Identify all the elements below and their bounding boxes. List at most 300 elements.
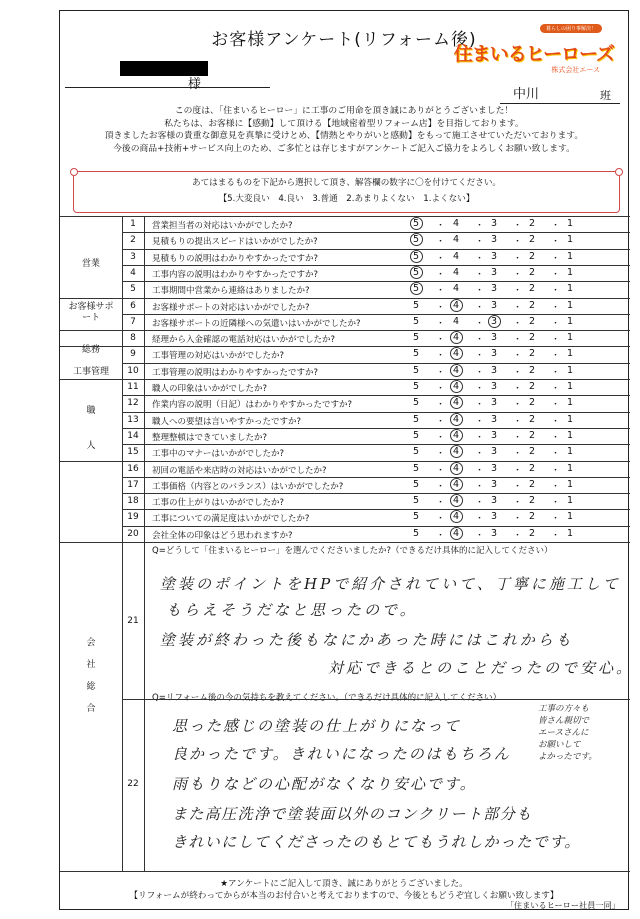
rating-option[interactable]: 2: [529, 332, 536, 344]
rating-option[interactable]: 1: [567, 446, 574, 458]
rating-separator: ・: [475, 465, 485, 476]
table-row-border: [122, 444, 630, 445]
table-row-border: [122, 265, 630, 266]
handwritten-answer-line: 塗装のポイントをHPで紹介されていて、丁寧に施工して: [160, 575, 621, 593]
rating-separator: ・: [436, 465, 446, 476]
rating-separator: ・: [436, 302, 446, 313]
category-company-1: 会: [86, 638, 96, 648]
rating-separator: ・: [513, 384, 523, 394]
rating-option[interactable]: 2: [529, 299, 536, 311]
question-text: 見積もりの説明はわかりやすかったですか?: [152, 253, 319, 264]
rating-separator: ・: [513, 221, 523, 231]
rating-option[interactable]: 3: [491, 250, 498, 262]
question-number: 9: [130, 349, 136, 360]
rating-option[interactable]: 5: [413, 511, 420, 523]
question-text: 作業内容の説明（日記）はわかりやすかったですか?: [152, 400, 353, 411]
rating-separator: ・: [436, 498, 446, 509]
rating-option[interactable]: 3: [491, 315, 498, 327]
question-number: 16: [127, 463, 139, 474]
rating-option[interactable]: 4: [453, 527, 460, 539]
rating-option[interactable]: 3: [491, 511, 498, 523]
question-number: 4: [130, 267, 136, 278]
rating-separator: ・: [513, 335, 523, 346]
rating-option[interactable]: 2: [529, 527, 536, 539]
rating-option[interactable]: 2: [529, 397, 536, 409]
rating-option[interactable]: 3: [491, 299, 498, 311]
table-row-border: [60, 379, 630, 380]
question-text: 工事管理の対応はいかがでしたか?: [152, 351, 285, 362]
question-number: 17: [127, 479, 139, 490]
rating-option[interactable]: 2: [529, 250, 536, 262]
rating-separator: ・: [436, 318, 446, 329]
selected-rating-circle: [450, 347, 463, 360]
rating-separator: ・: [551, 318, 561, 329]
side-note-line: よかったです。: [538, 752, 597, 762]
selected-rating-circle: [410, 266, 423, 279]
selected-rating-circle: [450, 364, 463, 377]
question-number: 2: [130, 235, 136, 246]
table-row-border: [122, 699, 630, 700]
question-text: 営業担当者の対応はいかがでしたか?: [152, 221, 293, 231]
rating-option[interactable]: 2: [529, 446, 536, 458]
rating-option[interactable]: 3: [491, 446, 498, 458]
rating-separator: ・: [513, 514, 523, 525]
question-number: 7: [130, 316, 136, 327]
question-number: 10: [127, 365, 139, 376]
side-note-line: 皆さん親切で: [538, 716, 590, 726]
category-admin: 総務: [81, 345, 100, 355]
rating-option[interactable]: 4: [453, 429, 460, 441]
table-column-border: [122, 216, 123, 871]
rating-separator: ・: [513, 237, 523, 248]
rating-separator: ・: [436, 400, 446, 411]
survey-sheet: [59, 10, 635, 910]
rating-separator: ・: [513, 530, 523, 541]
question-text: 会社全体の印象はどう思われますか?: [152, 530, 293, 541]
rating-separator: ・: [551, 302, 561, 313]
rating-option[interactable]: 5: [413, 218, 420, 229]
table-row-border: [60, 298, 630, 299]
rating-option[interactable]: 3: [491, 348, 498, 360]
rating-option[interactable]: 5: [413, 478, 420, 490]
rating-option[interactable]: 1: [567, 364, 574, 376]
rating-option[interactable]: 5: [413, 495, 420, 507]
rating-option[interactable]: 3: [491, 527, 498, 539]
rating-option[interactable]: 4: [453, 381, 460, 392]
rating-option[interactable]: 3: [491, 397, 498, 409]
rating-option[interactable]: 1: [567, 495, 574, 507]
rating-option[interactable]: 2: [529, 266, 536, 278]
selected-rating-circle: [410, 250, 423, 263]
rating-option[interactable]: 2: [529, 348, 536, 360]
side-note-line: エースさんに: [538, 728, 589, 738]
question-number: 13: [127, 414, 139, 425]
rating-separator: ・: [551, 400, 561, 411]
category-sales: 営業: [81, 259, 100, 269]
rating-option[interactable]: 1: [567, 299, 574, 311]
rating-separator: ・: [475, 400, 485, 411]
category-support: お客様サポート: [68, 302, 114, 323]
table-row-border: [122, 395, 630, 396]
rating-separator: ・: [475, 237, 485, 248]
intro-line: この度は、「住まいるヒーロー」に工事のご用命を頂き誠にありがとうございました！: [174, 106, 514, 116]
table-column-border: [144, 216, 145, 871]
rating-separator: ・: [551, 449, 561, 460]
rating-separator: ・: [436, 351, 446, 362]
rating-option[interactable]: 5: [413, 462, 420, 474]
table-row-border: [60, 330, 630, 331]
rating-option[interactable]: 2: [529, 495, 536, 507]
selected-rating-circle: [450, 380, 463, 393]
rating-separator: ・: [436, 416, 446, 427]
rating-option[interactable]: 1: [567, 218, 574, 229]
question-number: 6: [130, 300, 136, 311]
handwritten-answer-line: また高圧洗浄で塗装面以外のコンクリート部分も: [172, 805, 533, 823]
question-number: 20: [127, 528, 139, 539]
question-number: 11: [127, 382, 139, 392]
rating-option[interactable]: 4: [453, 250, 460, 262]
rating-option[interactable]: 3: [491, 364, 498, 376]
logo-tagline: 暮らしの困り事解決！: [540, 24, 602, 33]
handwritten-answer-line: 思った感じの塗装の仕上がりになって: [172, 717, 462, 735]
rating-option[interactable]: 5: [413, 250, 420, 262]
table-row-border: [122, 477, 630, 478]
rating-separator: ・: [436, 221, 446, 231]
handwritten-answer-line: 雨もりなどの心配がなくなり安心です。: [172, 775, 477, 793]
table-row-border: [122, 412, 630, 413]
table-row-border: [122, 314, 630, 315]
rating-separator: ・: [551, 286, 561, 297]
rating-separator: ・: [475, 530, 485, 541]
question-text: 工事についての満足度はいかがでしたか?: [152, 514, 310, 525]
rating-option[interactable]: 1: [567, 429, 574, 441]
rating-separator: ・: [475, 253, 485, 264]
rating-option[interactable]: 5: [413, 266, 420, 278]
rating-separator: ・: [475, 318, 485, 329]
table-row-border: [122, 526, 630, 527]
handwritten-side-note: [538, 703, 597, 763]
question-text: 経理から入金確認の電話対応はいかがでしたか?: [152, 335, 336, 346]
rating-option[interactable]: 1: [567, 397, 574, 409]
rating-option[interactable]: 5: [413, 283, 420, 295]
rating-option[interactable]: 2: [529, 315, 536, 327]
staff-suffix: 班: [600, 89, 611, 102]
handwritten-answer-line: 良かったです。きれいになったのはもちろん: [172, 745, 511, 763]
rating-separator: ・: [551, 384, 561, 394]
rating-separator: ・: [475, 367, 485, 378]
rating-separator: ・: [513, 302, 523, 313]
rating-option[interactable]: 5: [413, 348, 420, 360]
selected-rating-circle: [450, 527, 463, 540]
selected-rating-circle: [450, 462, 463, 475]
table-row-border: [122, 232, 630, 233]
rating-separator: ・: [475, 481, 485, 492]
footer-line: ★アンケートにご記入して頂き、誠にありがとうございました。: [220, 879, 468, 889]
rating-option[interactable]: 1: [567, 478, 574, 490]
rating-option[interactable]: 2: [529, 413, 536, 425]
rating-option[interactable]: 3: [491, 495, 498, 507]
table-row-border: [122, 493, 630, 494]
rating-separator: ・: [551, 514, 561, 525]
rating-option[interactable]: 5: [413, 413, 420, 425]
instructions-banner: [73, 171, 620, 213]
free-question-prompt: Q=リフォーム後の今の気持ちを教えてください。（できるだけ具体的に記入してください）: [152, 693, 502, 703]
rating-separator: ・: [513, 286, 523, 297]
rating-separator: ・: [475, 498, 485, 509]
rating-option[interactable]: 5: [413, 381, 420, 392]
rating-option[interactable]: 1: [567, 381, 574, 392]
rating-option[interactable]: 4: [453, 446, 460, 458]
rating-separator: ・: [475, 221, 485, 231]
rating-option[interactable]: 5: [413, 332, 420, 344]
selected-rating-circle: [450, 299, 463, 312]
rating-separator: ・: [551, 237, 561, 248]
selected-rating-circle: [410, 282, 423, 295]
rating-option[interactable]: 2: [529, 381, 536, 392]
rating-separator: ・: [551, 432, 561, 443]
footer-line: 【リフォームが終わってからが本当のお付合いと考えておりますので、今後ともどうぞ宜しくお願い致します】: [129, 890, 559, 901]
rating-separator: ・: [513, 416, 523, 427]
rating-separator: ・: [513, 269, 523, 280]
intro-text: [60, 105, 628, 155]
rating-option[interactable]: 4: [453, 364, 460, 376]
logo-company: 株式会社エース: [551, 66, 600, 74]
rating-option[interactable]: 1: [567, 234, 574, 246]
footer-text: [60, 879, 628, 902]
rating-option[interactable]: 1: [567, 527, 574, 539]
rating-option[interactable]: 1: [567, 283, 574, 295]
question-number: 3: [130, 251, 136, 262]
rating-option[interactable]: 4: [453, 478, 460, 490]
question-number: 5: [130, 284, 136, 295]
category-company-4: 合: [86, 704, 96, 714]
rating-separator: ・: [551, 530, 561, 541]
rating-option[interactable]: 2: [529, 478, 536, 490]
rating-option[interactable]: 4: [453, 511, 460, 523]
rating-separator: ・: [475, 286, 485, 297]
rating-separator: ・: [436, 286, 446, 297]
rating-legend: 【5.大変良い 4.良い 3.普通 2.あまりよくない 1.よくない】: [218, 194, 475, 204]
rating-option[interactable]: 1: [567, 511, 574, 523]
selected-rating-circle: [450, 413, 463, 426]
rating-option[interactable]: 4: [453, 234, 460, 246]
category-company-2: 社: [86, 660, 96, 670]
rating-option[interactable]: 4: [453, 397, 460, 409]
rating-separator: ・: [475, 514, 485, 525]
rating-option[interactable]: 1: [567, 462, 574, 474]
table-row-border: [60, 346, 630, 347]
intro-line: 私たちは、お客様に【感動】して頂ける【地域密着型リフォーム店】を目指しております。: [164, 118, 524, 129]
rating-separator: ・: [475, 416, 485, 427]
category-company-3: 総: [86, 682, 96, 692]
selected-rating-circle: [450, 429, 463, 442]
intro-line: 頂きましたお客様の貴重な御意見を真摯に受けとめ、【情熱とやりがいと感動】をもって施工させていただいております。: [104, 131, 584, 141]
selected-rating-circle: [450, 478, 463, 491]
rating-separator: ・: [475, 351, 485, 362]
rating-option[interactable]: 3: [491, 429, 498, 441]
rating-separator: ・: [551, 221, 561, 231]
rating-option[interactable]: 2: [529, 511, 536, 523]
table-row-border: [60, 461, 630, 462]
rating-separator: ・: [551, 269, 561, 280]
rating-option[interactable]: 5: [413, 364, 420, 376]
intro-line: 今後の商品+技術+サービス向上のため、ご多忙とは存じますがアンケートご記入ご協力をよろしくお願い致します。: [113, 143, 575, 154]
selected-rating-circle: [450, 494, 463, 507]
rating-option[interactable]: 5: [413, 429, 420, 441]
question-text: 見積もりの提出スピードはいかがでしたか?: [152, 237, 318, 248]
rating-separator: ・: [475, 302, 485, 313]
selected-rating-circle: [450, 331, 463, 344]
rating-option[interactable]: 3: [491, 413, 498, 425]
rating-separator: ・: [475, 449, 485, 460]
rating-option[interactable]: 4: [453, 332, 460, 344]
rating-separator: ・: [513, 481, 523, 492]
question-text: お客様サポートの近隣様への気遣いはいかがでしたか?: [152, 318, 361, 329]
rating-option[interactable]: 2: [529, 429, 536, 441]
table-bottom-border: [60, 871, 630, 872]
table-row-border: [122, 249, 630, 250]
rating-separator: ・: [513, 449, 523, 460]
rating-option[interactable]: 5: [413, 446, 420, 458]
rating-option[interactable]: 4: [453, 348, 460, 360]
rating-separator: ・: [436, 367, 446, 378]
rating-option[interactable]: 2: [529, 364, 536, 376]
rating-option[interactable]: 4: [453, 266, 460, 278]
rating-option[interactable]: 4: [453, 495, 460, 507]
rating-option[interactable]: 4: [453, 413, 460, 425]
free-question-prompt: Q=どうして「住まいるヒーロー」を選んでくださいましたか?（できるだけ具体的に記入してください）: [152, 546, 553, 556]
rating-separator: ・: [513, 498, 523, 509]
instructions-line: あてはまるものを下記から選択して頂き、解答欄の数字に〇を付けてください。: [191, 178, 502, 188]
rating-option[interactable]: 3: [491, 332, 498, 344]
rating-option[interactable]: 3: [491, 234, 498, 246]
selected-rating-circle: [410, 233, 423, 246]
rating-option[interactable]: 4: [453, 283, 460, 295]
rating-option[interactable]: 5: [413, 234, 420, 246]
name-underline: [65, 87, 270, 88]
rating-separator: ・: [513, 400, 523, 411]
table-row-border: [60, 542, 630, 543]
rating-option[interactable]: 4: [453, 218, 460, 229]
rating-option[interactable]: 5: [413, 299, 420, 311]
rating-option[interactable]: 3: [491, 218, 498, 229]
rating-separator: ・: [436, 514, 446, 525]
question-number: 12: [127, 398, 139, 409]
question-text: 工事価格（内容とのバランス）はいかがでしたか?: [152, 481, 344, 492]
rating-separator: ・: [513, 367, 523, 378]
rating-option[interactable]: 3: [491, 478, 498, 490]
selected-rating-circle: [488, 315, 501, 328]
rating-separator: ・: [551, 253, 561, 264]
side-note-line: 工事の方々も: [538, 704, 590, 714]
rating-option[interactable]: 3: [491, 381, 498, 392]
question-text: 職人の印象はいかがでしたか?: [152, 384, 268, 394]
table-row-border: [122, 363, 630, 364]
question-text: 職人への要望は言いやすかったですか?: [152, 416, 302, 427]
rating-option[interactable]: 3: [491, 283, 498, 295]
question-text: 工事の仕上がりはいかがでしたか?: [152, 498, 285, 509]
rating-option[interactable]: 2: [529, 218, 536, 229]
rating-separator: ・: [475, 384, 485, 394]
rating-separator: ・: [513, 432, 523, 443]
honorific: 様: [188, 77, 202, 92]
rating-option[interactable]: 2: [529, 283, 536, 295]
signer: 「住まいるヒーロー社員一同」: [505, 900, 620, 910]
rating-separator: ・: [551, 481, 561, 492]
question-text: お客様サポートの対応はいかがでしたか?: [152, 302, 310, 313]
rating-option[interactable]: 2: [529, 462, 536, 474]
rating-option[interactable]: 5: [413, 315, 420, 327]
question-number: 18: [127, 496, 139, 507]
rating-option[interactable]: 1: [567, 332, 574, 344]
company-logo: 住まいるヒーローズ: [453, 43, 614, 65]
rating-option[interactable]: 4: [453, 462, 460, 474]
rating-separator: ・: [551, 351, 561, 362]
handwritten-answer-line: 塗装が終わった後もなにかあった時にはこれからも: [160, 631, 574, 649]
table-top-border: [60, 216, 630, 217]
selected-rating-circle: [450, 396, 463, 409]
question-text: 工事管理の説明はわかりやすかったですか?: [152, 367, 319, 378]
rating-option[interactable]: 4: [453, 299, 460, 311]
rating-separator: ・: [551, 465, 561, 476]
rating-separator: ・: [436, 530, 446, 541]
rating-option[interactable]: 1: [567, 348, 574, 360]
rating-option[interactable]: 4: [453, 315, 460, 327]
rating-separator: ・: [551, 335, 561, 346]
question-number: 1: [130, 219, 136, 229]
table-row-border: [122, 428, 630, 429]
staff-underline: [500, 103, 620, 104]
rating-separator: ・: [436, 432, 446, 443]
rating-separator: ・: [513, 318, 523, 329]
question-text: 整理整頓はできていましたか?: [152, 432, 268, 443]
rating-separator: ・: [513, 351, 523, 362]
rating-separator: ・: [513, 253, 523, 264]
side-note-line: お願いして: [538, 740, 581, 750]
selected-rating-circle: [450, 445, 463, 458]
rating-separator: ・: [436, 384, 446, 394]
rating-separator: ・: [551, 416, 561, 427]
rating-option[interactable]: 5: [413, 397, 420, 409]
handwritten-answer-line: 対応できるとのことだったので安心。: [328, 659, 635, 677]
rating-option[interactable]: 2: [529, 234, 536, 246]
rating-separator: ・: [551, 498, 561, 509]
rating-option[interactable]: 1: [567, 413, 574, 425]
rating-option[interactable]: 5: [413, 527, 420, 539]
rating-option[interactable]: 1: [567, 266, 574, 278]
rating-separator: ・: [551, 367, 561, 378]
rating-separator: ・: [436, 335, 446, 346]
category-craft-1: 職: [86, 406, 96, 416]
question-number: 22: [127, 779, 139, 789]
handwritten-answer-line: もらえそうだなと思ったので。: [166, 601, 418, 619]
category-pm: 工事管理: [72, 367, 109, 377]
rating-option[interactable]: 1: [567, 250, 574, 262]
rating-separator: ・: [436, 269, 446, 280]
staff-name: 中川: [513, 87, 540, 102]
question-text: 工事中のマナーはいかがでしたか?: [152, 449, 285, 460]
question-number: 19: [127, 512, 139, 523]
rating-option[interactable]: 3: [491, 266, 498, 278]
rating-option[interactable]: 3: [491, 462, 498, 474]
question-text: 初回の電話や来店時の対応はいかがでしたか?: [152, 465, 327, 476]
rating-option[interactable]: 1: [567, 315, 574, 327]
selected-rating-circle: [450, 510, 463, 523]
page-title: お客様アンケート(リフォーム後): [211, 30, 477, 50]
table-row-border: [122, 509, 630, 510]
question-number: 15: [127, 447, 139, 458]
selected-rating-circle: [410, 217, 423, 230]
